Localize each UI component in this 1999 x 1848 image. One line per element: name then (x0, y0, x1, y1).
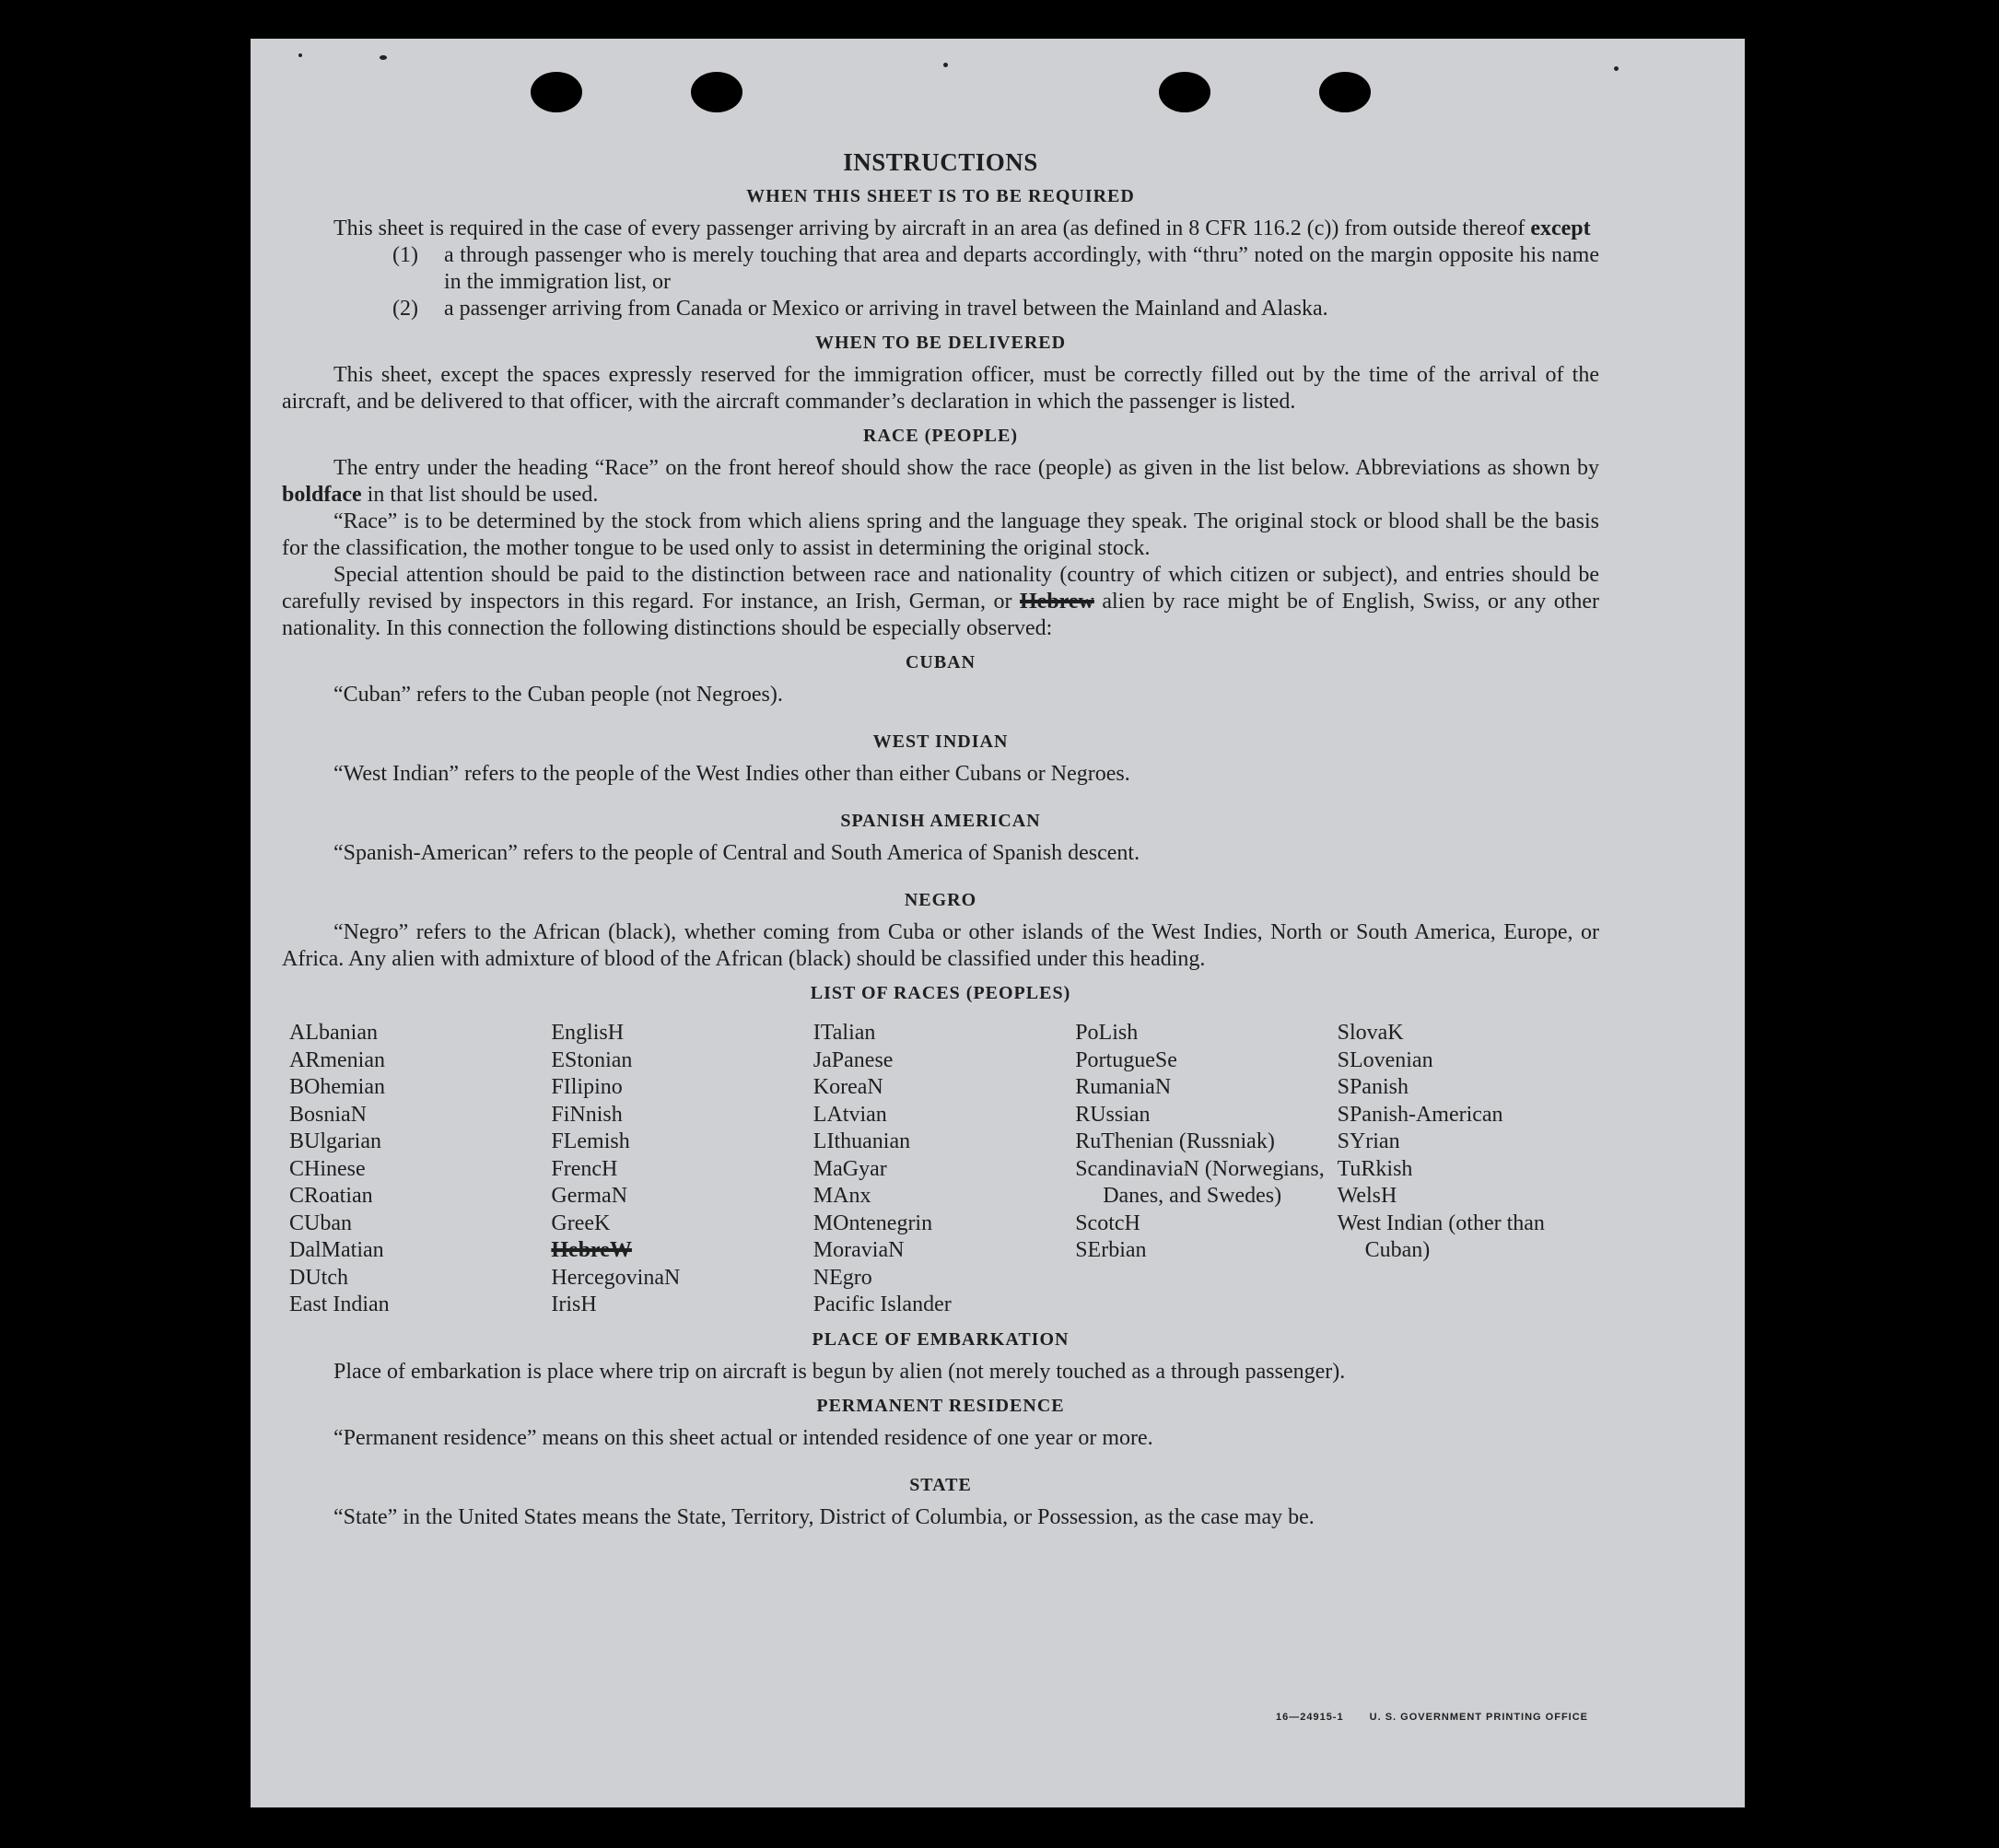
races-column-5 (1338, 1020, 1599, 1319)
race-item: KoreaN (812, 1075, 883, 1099)
race-item: FrencH (551, 1156, 618, 1181)
heading-embarkation: PLACE OF EMBARKATION (812, 1328, 1070, 1350)
race-item: GermaN (551, 1184, 628, 1208)
race-item: FiNnish (551, 1102, 623, 1127)
heading-list-of-races: LIST OF RACES (PEOPLES) (810, 983, 1071, 1003)
page-title: INSTRUCTIONS (843, 148, 1038, 176)
race-item: MAnx (812, 1184, 871, 1208)
race-item: EnglisH (551, 1021, 625, 1045)
race-item: DUtch (289, 1265, 348, 1290)
races-column-3 (813, 1020, 1075, 1319)
races-list (289, 1020, 1599, 1319)
race-item: ALbanian (289, 1021, 378, 1045)
race-item: PortugueSe (1075, 1047, 1177, 1072)
race-item: GreeK (551, 1211, 611, 1235)
race-item: SLovenian (1337, 1047, 1433, 1072)
punch-hole (1159, 72, 1210, 112)
race-item: WelsH (1337, 1184, 1397, 1208)
race-item: ScandinaviaN (Norwegians, Danes, and Swedes) (1075, 1156, 1325, 1208)
exception-item: (2) a passenger arriving from Canada or Mexico or arriving in travel between the Mainland and Alaska. (392, 297, 1328, 321)
race-item: NEgro (812, 1265, 872, 1290)
heading-race: RACE (PEOPLE) (863, 426, 1018, 446)
race-item: ARmenian (289, 1047, 385, 1072)
punch-hole (691, 72, 742, 112)
race-item: BOhemian (289, 1075, 385, 1099)
heading-west-indian: WEST INDIAN (872, 731, 1009, 752)
race-item: MoraviaN (812, 1238, 905, 1262)
race-item: IrisH (551, 1292, 597, 1316)
race-item: RuThenian (Russniak) (1075, 1129, 1275, 1153)
punch-hole (1319, 72, 1371, 112)
race-item: FLemish (551, 1129, 630, 1153)
race-item: SPanish-American (1337, 1102, 1503, 1127)
race-item: ITalian (812, 1021, 876, 1045)
heading-residence: PERMANENT RESIDENCE (816, 1395, 1065, 1416)
race-item: RumaniaN (1075, 1075, 1172, 1099)
paragraph-residence: “Permanent residence” means on this sheet actual or intended residence of one year or more. (333, 1425, 1153, 1450)
race-item: West Indian (other than Cuban) (1337, 1211, 1545, 1262)
race-item: BUlgarian (289, 1129, 381, 1153)
speck (943, 63, 948, 67)
heading-when-required: WHEN THIS SHEET IS TO BE REQUIRED (746, 186, 1135, 206)
form-sheet (251, 39, 1745, 1807)
speck (380, 55, 387, 60)
footer-printer-info (1276, 1712, 1588, 1723)
heading-negro: NEGRO (904, 890, 977, 910)
races-column-4 (1075, 1020, 1337, 1319)
races-column-1 (289, 1020, 551, 1319)
race-item: LIthuanian (812, 1129, 911, 1153)
race-item: TuRkish (1337, 1156, 1413, 1181)
race-item: ScotcH (1075, 1211, 1140, 1235)
speck (1614, 66, 1619, 71)
punch-hole (531, 72, 582, 112)
form-number: 16—24915-1 (1275, 1712, 1344, 1723)
paragraph-race-3: Special attention should be paid to the distinction between race and nationality (country of which citizen or subject), and entries should be carefully revised by inspectors in this regard. For instance, an Irish, German, or Hebrew alien by race might be of English, Swiss, or any other nationality. In this connection the following distinctions should be especially observed: (282, 563, 1600, 640)
paragraph-negro: “Negro” refers to the African (black), whether coming from Cuba or other islands of the West Indies, North or South America, Europe, or Africa. Any alien with admixture of blood of the African (black) should be classified under this heading. (282, 920, 1599, 971)
race-item: FIlipino (551, 1075, 623, 1099)
race-item: RUssian (1075, 1102, 1151, 1127)
race-item: CRoatian (289, 1184, 373, 1208)
speck (298, 53, 302, 57)
heading-when-delivered: WHEN TO BE DELIVERED (814, 333, 1067, 353)
race-item: LAtvian (812, 1102, 887, 1127)
instructions-content (282, 149, 1599, 1531)
race-item-struck: HebreW (551, 1238, 632, 1262)
race-item: CHinese (289, 1156, 366, 1181)
race-item: SErbian (1075, 1238, 1147, 1262)
race-item: SlovaK (1337, 1021, 1404, 1045)
heading-cuban: CUBAN (905, 652, 976, 673)
race-item: BosniaN (289, 1102, 367, 1127)
heading-spanish-american: SPANISH AMERICAN (840, 811, 1041, 831)
paragraph-spanish-american: “Spanish-American” refers to the people of Central and South America of Spanish descent. (333, 841, 1140, 865)
race-item: DalMatian (289, 1238, 384, 1262)
race-item: MaGyar (812, 1156, 887, 1181)
heading-state: STATE (909, 1474, 972, 1495)
race-item: MOntenegrin (812, 1211, 933, 1235)
races-column-2 (551, 1020, 812, 1319)
paragraph-delivered: This sheet, except the spaces expressly reserved for the immigration officer, must be correctly filled out by the time of the arrival of the aircraft, and be delivered to that officer, with the aircraft commander’s declaration in which the passenger is listed. (282, 363, 1599, 414)
race-item: SYrian (1337, 1129, 1400, 1153)
race-item: CUban (289, 1211, 352, 1235)
printer-name: U. S. GOVERNMENT PRINTING OFFICE (1369, 1712, 1588, 1723)
race-item: JaPanese (812, 1047, 894, 1072)
race-item: Pacific Islander (812, 1292, 952, 1316)
paragraph-required: This sheet is required in the case of every passenger arriving by aircraft in an area (as defined in 8 CFR 116.2 (c)) from outside thereof except (333, 216, 1591, 240)
race-item: EStonian (551, 1047, 633, 1072)
race-item: East Indian (289, 1292, 390, 1316)
exception-item: (1) a through passenger who is merely touching that area and departs accordingly, with “thru” noted on the margin opposite his name in the immigration list, or (392, 243, 1599, 294)
race-item: SPanish (1337, 1075, 1409, 1099)
race-item: HercegovinaN (551, 1265, 681, 1290)
paragraph-embarkation: Place of embarkation is place where trip on aircraft is begun by alien (not merely touched as a through passenger). (333, 1359, 1346, 1384)
paragraph-race-1: The entry under the heading “Race” on the front hereof should show the race (people) as given in the list below. Abbreviations as shown by boldface in that list should be used. (282, 456, 1599, 507)
paragraph-cuban: “Cuban” refers to the Cuban people (not Negroes). (333, 683, 783, 707)
race-item: PoLish (1075, 1021, 1139, 1045)
paragraph-race-2: “Race” is to be determined by the stock from which aliens spring and the language they speak. The original stock or blood shall be the basis for the classification, the mother tongue to be used only to assist in determining the original stock. (282, 509, 1599, 560)
paragraph-state: “State” in the United States means the State, Territory, District of Columbia, or Possession, as the case may be. (333, 1504, 1315, 1529)
paragraph-west-indian: “West Indian” refers to the people of the West Indies other than either Cubans or Negroes. (333, 762, 1130, 786)
